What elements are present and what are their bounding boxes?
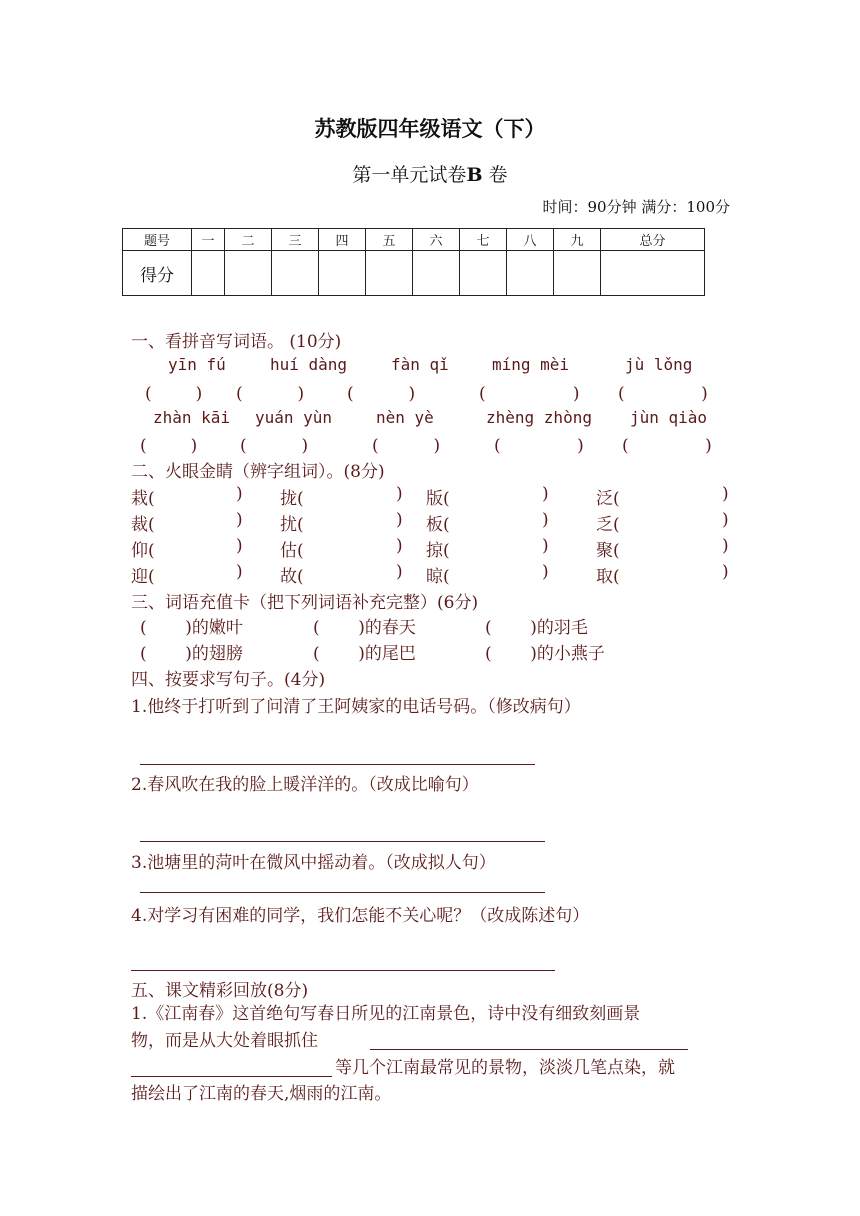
- answer-paren[interactable]: ( ): [372, 436, 441, 456]
- answer-paren[interactable]: ( ): [240, 436, 309, 456]
- paragraph-line: 等几个江南最常见的景物，淡淡几笔点染，就: [335, 1058, 675, 1078]
- char-paren-close: ): [396, 562, 403, 582]
- score-input[interactable]: [413, 251, 460, 296]
- char-item[interactable]: 掠(: [426, 541, 450, 561]
- score-input[interactable]: [460, 251, 507, 296]
- score-cell: 九: [554, 229, 601, 251]
- pinyin: jùn qiào: [630, 408, 708, 427]
- char-paren-close: ): [542, 536, 549, 556]
- char-item[interactable]: 栽(: [131, 489, 155, 509]
- answer-paren[interactable]: ( ): [622, 436, 712, 456]
- score-cell: 五: [366, 229, 413, 251]
- char-paren-close: ): [722, 510, 729, 530]
- char-paren-close: ): [542, 562, 549, 582]
- score-cell: 八: [507, 229, 554, 251]
- char: 聚: [596, 541, 613, 561]
- char-item[interactable]: 拢(: [280, 489, 304, 509]
- score-cell: 四: [319, 229, 366, 251]
- section3-heading: 三、词语充值卡（把下列词语补充完整）(6分): [131, 593, 479, 613]
- char-item[interactable]: 泛(: [596, 489, 620, 509]
- char-paren-close: ): [236, 510, 243, 530]
- section1-heading: 一、看拼音写词语。 (10分): [131, 332, 342, 352]
- answer-paren[interactable]: ( ): [347, 384, 416, 404]
- char: 泛: [596, 489, 613, 509]
- fill-item[interactable]: ( )的春天: [313, 618, 416, 638]
- char-paren-close: ): [722, 536, 729, 556]
- char: 栽: [131, 489, 148, 509]
- char-paren-close: ): [236, 562, 243, 582]
- score-cell: 三: [272, 229, 319, 251]
- fill-item[interactable]: ( )的小燕子: [485, 644, 605, 664]
- char-item[interactable]: 裁(: [131, 515, 155, 535]
- char: 扰: [280, 515, 297, 535]
- char-paren-close: ): [542, 510, 549, 530]
- fill-suffix: 的嫩叶: [191, 618, 243, 638]
- char-item[interactable]: 扰(: [280, 515, 304, 535]
- subtitle-bold: B: [466, 164, 483, 186]
- score-cell: 七: [460, 229, 507, 251]
- score-table-score-row: [123, 251, 705, 296]
- char: 板: [426, 515, 443, 535]
- answer-paren[interactable]: ( ): [145, 384, 203, 404]
- char-item[interactable]: 版(: [426, 489, 450, 509]
- char-paren-close: ): [236, 536, 243, 556]
- answer-paren[interactable]: ( ): [140, 436, 198, 456]
- answer-paren[interactable]: ( ): [479, 384, 580, 404]
- fill-suffix: 的羽毛: [536, 618, 588, 638]
- char: 仰: [131, 541, 148, 561]
- pinyin: yīn fú: [168, 355, 226, 374]
- char: 拢: [280, 489, 297, 509]
- pinyin: zhàn kāi: [153, 408, 231, 427]
- question-3: 3.池塘里的菏叶在微风中摇动着。（改成拟人句）: [131, 853, 496, 873]
- paragraph-line: 描绘出了江南的春天,烟雨的江南。: [131, 1084, 392, 1104]
- char: 版: [426, 489, 443, 509]
- pinyin: fàn qǐ: [391, 355, 449, 374]
- char-paren-close: ): [542, 484, 549, 504]
- char-item[interactable]: 板(: [426, 515, 450, 535]
- question-1: 1.他终于打听到了问清了王阿姨家的电话号码。（修改病句）: [131, 697, 581, 717]
- char: 故: [280, 567, 297, 587]
- char-item[interactable]: 迎(: [131, 567, 155, 587]
- answer-paren[interactable]: ( ): [494, 436, 584, 456]
- score-input[interactable]: [366, 251, 413, 296]
- question-4: 4.对学习有困难的同学，我们怎能不关心呢？（改成陈述句）: [131, 906, 590, 926]
- fill-suffix: 的尾巴: [364, 644, 416, 664]
- char-paren-close: ): [396, 484, 403, 504]
- char-paren-close: ): [722, 562, 729, 582]
- answer-paren[interactable]: ( ): [236, 384, 305, 404]
- score-cell: 题号: [123, 229, 192, 251]
- answer-line-3[interactable]: [140, 892, 545, 893]
- score-label: 得分: [123, 251, 192, 296]
- section4-heading: 四、按要求写句子。(4分): [131, 670, 326, 690]
- char-item[interactable]: 仰(: [131, 541, 155, 561]
- answer-line-5b[interactable]: [131, 1076, 332, 1077]
- score-cell: 总分: [601, 229, 705, 251]
- exam-meta: 时间：90分钟 满分：100分: [542, 198, 730, 216]
- section2-heading: 二、火眼金睛（辨字组词）。(8分): [131, 462, 385, 482]
- paragraph-line: 1.《江南春》这首绝句写春日所见的江南景色，诗中没有细致刻画景: [131, 1004, 641, 1024]
- char-paren-close: ): [722, 484, 729, 504]
- char-item[interactable]: 故(: [280, 567, 304, 587]
- answer-paren[interactable]: ( ): [618, 384, 708, 404]
- score-input[interactable]: [554, 251, 601, 296]
- char-paren-close: ): [396, 510, 403, 530]
- fill-item[interactable]: ( )的羽毛: [485, 618, 588, 638]
- char: 裁: [131, 515, 148, 535]
- answer-line-1[interactable]: [140, 764, 535, 765]
- char: 取: [596, 567, 613, 587]
- pinyin: huí dàng: [270, 355, 348, 374]
- fill-suffix: 的春天: [364, 618, 416, 638]
- fill-suffix: 的翅膀: [191, 644, 243, 664]
- paragraph-line: 物，而是从大处着眼抓住: [131, 1031, 318, 1051]
- char-item[interactable]: 乏(: [596, 515, 620, 535]
- char-item[interactable]: 取(: [596, 567, 620, 587]
- score-input[interactable]: [319, 251, 366, 296]
- section5-heading: 五、课文精彩回放(8分): [131, 981, 309, 1001]
- fill-item[interactable]: ( )的翅膀: [140, 644, 243, 664]
- answer-line-5a[interactable]: [370, 1049, 688, 1050]
- char-item[interactable]: 估(: [280, 541, 304, 561]
- score-input[interactable]: [507, 251, 554, 296]
- pinyin: zhèng zhòng: [486, 408, 592, 427]
- score-cell: 二: [225, 229, 272, 251]
- page-title: 苏教版四年级语文（下）: [314, 116, 546, 141]
- score-input[interactable]: [601, 251, 705, 296]
- answer-line-4[interactable]: [131, 970, 555, 971]
- question-2: 2.春风吹在我的脸上暖洋洋的。（改成比喻句）: [131, 775, 479, 795]
- score-cell: 一: [192, 229, 225, 251]
- char-paren-close: ): [236, 484, 243, 504]
- char: 乏: [596, 515, 613, 535]
- score-input[interactable]: [272, 251, 319, 296]
- char-paren-close: ): [396, 536, 403, 556]
- score-input[interactable]: [192, 251, 225, 296]
- subtitle-post: 卷: [488, 164, 508, 186]
- subtitle-pre: 第一单元试卷: [352, 164, 467, 186]
- pinyin: yuán yùn: [255, 408, 333, 427]
- char-item[interactable]: 聚(: [596, 541, 620, 561]
- fill-suffix: 的小燕子: [536, 644, 605, 664]
- char: 估: [280, 541, 297, 561]
- char: 迎: [131, 567, 148, 587]
- char: 掠: [426, 541, 443, 561]
- pinyin: nèn yè: [376, 408, 434, 427]
- page-subtitle: [0, 160, 860, 187]
- char: 晾: [426, 567, 443, 587]
- score-input[interactable]: [225, 251, 272, 296]
- score-table: [122, 228, 705, 296]
- score-table-header-row: [123, 229, 705, 251]
- fill-item[interactable]: ( )的嫩叶: [140, 618, 243, 638]
- pinyin: míng mèi: [492, 355, 570, 374]
- answer-line-2[interactable]: [140, 841, 545, 842]
- fill-item[interactable]: ( )的尾巴: [313, 644, 416, 664]
- char-item[interactable]: 晾(: [426, 567, 450, 587]
- score-cell: 六: [413, 229, 460, 251]
- pinyin: jù lǒng: [625, 355, 693, 374]
